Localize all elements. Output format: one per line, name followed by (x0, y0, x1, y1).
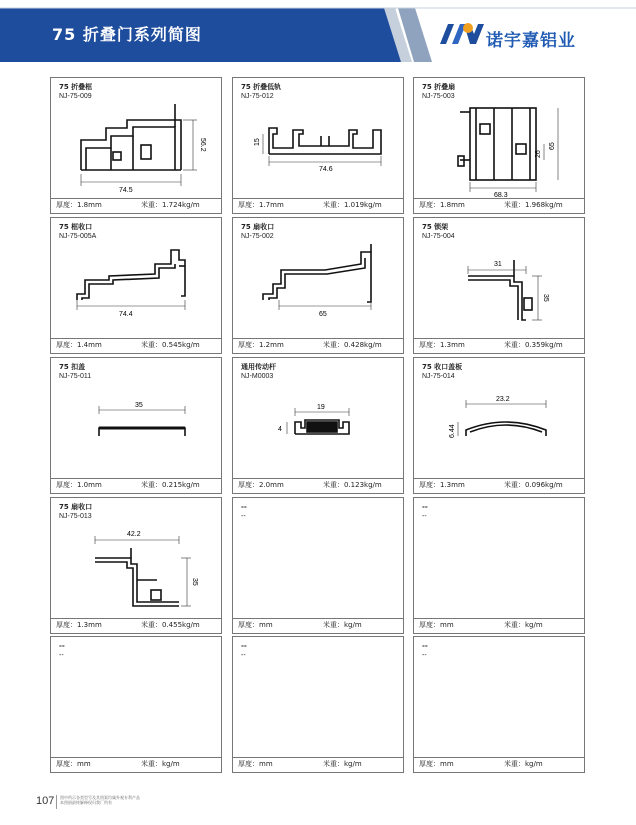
profile-specs (414, 757, 584, 772)
weight-field (323, 619, 362, 632)
thickness-field (56, 339, 102, 352)
weight-field (504, 758, 543, 771)
profile-title: -- (59, 642, 65, 650)
weight-label: 米重： (323, 481, 344, 489)
thickness-label: 厚度： (56, 760, 77, 768)
thickness-label: 厚度： (56, 341, 77, 349)
profile-drawing (414, 100, 586, 201)
profile-code: -- (422, 652, 427, 659)
weight-value: kg/m (525, 621, 543, 629)
weight-field (504, 619, 543, 632)
profile-card (413, 217, 585, 354)
dimension-label: 42.2 (127, 531, 141, 538)
weight-label: 米重： (323, 341, 344, 349)
profile-card-empty (413, 636, 585, 773)
thickness-field (56, 758, 91, 771)
thickness-value: 1.8mm (440, 201, 465, 209)
weight-value: kg/m (162, 760, 180, 768)
thickness-label: 厚度： (238, 201, 259, 209)
weight-value: 1.019kg/m (344, 201, 382, 209)
footer-divider (56, 795, 57, 809)
profile-title: 75 收口盖板 (422, 363, 463, 371)
weight-field (141, 619, 200, 632)
dimension-label: 68.3 (494, 192, 508, 199)
profile-title: 通用传动杆 (241, 363, 276, 371)
weight-label: 米重： (504, 201, 525, 209)
thickness-value: 1.2mm (259, 341, 284, 349)
thickness-label: 厚度： (419, 760, 440, 768)
page-number: 107 (36, 795, 55, 807)
footer-note-line: 图中所示各类型号及其图案均属外观专利产品 (60, 795, 140, 800)
profile-drawing (414, 380, 586, 481)
profile-title: 75 折叠扇 (422, 83, 456, 91)
page-header (0, 0, 636, 62)
weight-label: 米重： (141, 481, 162, 489)
weight-field (323, 199, 382, 212)
weight-label: 米重： (141, 760, 162, 768)
profile-code: -- (241, 513, 246, 520)
thickness-value: 1.3mm (77, 621, 102, 629)
profile-code: NJ-75-002 (241, 233, 274, 240)
profile-title: 75 折叠低轨 (241, 83, 282, 91)
profile-card (50, 357, 222, 494)
profile-drawing (414, 240, 586, 341)
profile-specs (51, 338, 221, 353)
profile-specs (51, 618, 221, 633)
weight-field (323, 479, 382, 492)
weight-field (141, 199, 200, 212)
weight-value: 0.545kg/m (162, 341, 200, 349)
profile-code: NJ-75-014 (422, 373, 455, 380)
weight-label: 米重： (504, 481, 525, 489)
thickness-field (238, 339, 284, 352)
thickness-field (238, 479, 284, 492)
weight-value: 0.096kg/m (525, 481, 563, 489)
profile-drawing (51, 380, 223, 481)
profile-specs (233, 618, 403, 633)
profile-specs (51, 757, 221, 772)
thickness-value: mm (440, 621, 454, 629)
thickness-field (419, 339, 465, 352)
thickness-field (419, 619, 454, 632)
profile-title: -- (422, 642, 428, 650)
dimension-label: 6.44 (449, 424, 456, 438)
thickness-field (56, 619, 102, 632)
dimension-label: 31 (494, 261, 502, 268)
weight-value: 0.455kg/m (162, 621, 200, 629)
profile-code: -- (422, 513, 427, 520)
profile-drawing (51, 520, 223, 621)
weight-field (141, 758, 180, 771)
profile-specs (51, 478, 221, 493)
thickness-label: 厚度： (56, 621, 77, 629)
profile-card (50, 217, 222, 354)
profile-card (232, 357, 404, 494)
weight-value: 0.123kg/m (344, 481, 382, 489)
thickness-value: 1.8mm (77, 201, 102, 209)
profile-card (413, 77, 585, 214)
dimension-label: 74.6 (319, 166, 333, 173)
thickness-label: 厚度： (56, 481, 77, 489)
profile-drawing (233, 240, 405, 341)
dimension-label: 74.5 (119, 187, 133, 194)
weight-value: kg/m (525, 760, 543, 768)
dimension-label: 74.4 (119, 311, 133, 318)
thickness-value: 1.4mm (77, 341, 102, 349)
thickness-value: mm (259, 621, 273, 629)
brand-name: 诺宇嘉铝业 (486, 31, 576, 51)
thickness-label: 厚度： (238, 760, 259, 768)
footer-note-line: 本图册最终解释权归我厂所有 (60, 800, 112, 805)
dimension-label: 35 (191, 578, 198, 586)
thickness-label: 厚度： (238, 341, 259, 349)
dimension-label: 23.2 (496, 396, 510, 403)
dimension-label: 19 (317, 404, 325, 411)
thickness-field (56, 199, 102, 212)
weight-value: 1.724kg/m (162, 201, 200, 209)
dimension-label: 65 (319, 311, 327, 318)
profile-drawing (51, 240, 223, 341)
thickness-value: mm (440, 760, 454, 768)
profile-code: NJ-75-003 (422, 93, 455, 100)
profile-title: 75 扇收口 (241, 223, 275, 231)
profile-specs (233, 478, 403, 493)
profile-specs (414, 618, 584, 633)
thickness-label: 厚度： (238, 621, 259, 629)
thickness-label: 厚度： (419, 341, 440, 349)
weight-field (504, 199, 563, 212)
thickness-label: 厚度： (419, 201, 440, 209)
thickness-field (419, 199, 465, 212)
thickness-value: 1.0mm (77, 481, 102, 489)
profile-code: NJ-75-005A (59, 233, 97, 240)
profile-title: 75 扇收口 (59, 503, 93, 511)
profile-specs (233, 198, 403, 213)
profile-card (50, 497, 222, 634)
weight-label: 米重： (141, 341, 162, 349)
weight-label: 米重： (141, 201, 162, 209)
profile-code: NJ-M0003 (241, 373, 274, 380)
dimension-label: 4 (278, 426, 282, 433)
weight-value: 0.428kg/m (344, 341, 382, 349)
dimension-label: 15 (254, 138, 261, 146)
profile-card-empty (232, 636, 404, 773)
weight-field (141, 479, 200, 492)
profile-code: -- (59, 652, 64, 659)
thickness-label: 厚度： (419, 621, 440, 629)
profile-title: 75 框收口 (59, 223, 93, 231)
weight-label: 米重： (323, 201, 344, 209)
dimension-label: 35 (542, 294, 549, 302)
profile-code: -- (241, 652, 246, 659)
profile-specs (51, 198, 221, 213)
profile-specs (414, 478, 584, 493)
profile-drawing (233, 100, 405, 201)
profile-drawing (51, 100, 223, 201)
thickness-value: 1.3mm (440, 481, 465, 489)
profile-code: NJ-75-009 (59, 93, 92, 100)
thickness-field (419, 758, 454, 771)
thickness-value: mm (259, 760, 273, 768)
weight-field (504, 339, 563, 352)
profile-card (413, 357, 585, 494)
weight-field (504, 479, 563, 492)
profile-card-empty (232, 497, 404, 634)
weight-field (323, 339, 382, 352)
weight-label: 米重： (323, 621, 344, 629)
profile-specs (233, 757, 403, 772)
thickness-field (238, 199, 284, 212)
profile-code: NJ-75-011 (59, 373, 92, 380)
weight-value: 1.968kg/m (525, 201, 563, 209)
thickness-field (238, 758, 273, 771)
weight-value: kg/m (344, 621, 362, 629)
profile-title: -- (241, 503, 247, 511)
profile-title: 75 扣盖 (59, 363, 86, 371)
weight-label: 米重： (504, 341, 525, 349)
profile-code: NJ-75-012 (241, 93, 274, 100)
dimension-label: 26 (535, 150, 542, 158)
profile-card (232, 217, 404, 354)
thickness-value: mm (77, 760, 91, 768)
page-title: 75 折叠门系列简图 (52, 25, 202, 44)
dimension-label: 56.2 (199, 138, 206, 152)
footer-note (60, 795, 180, 805)
profile-card-empty (413, 497, 585, 634)
weight-field (323, 758, 362, 771)
weight-value: kg/m (344, 760, 362, 768)
profile-title: 75 折叠框 (59, 83, 93, 91)
profile-specs (414, 198, 584, 213)
thickness-label: 厚度： (238, 481, 259, 489)
profile-drawing (233, 380, 405, 481)
thickness-field (419, 479, 465, 492)
weight-label: 米重： (323, 760, 344, 768)
profile-title: -- (422, 503, 428, 511)
profile-code: NJ-75-004 (422, 233, 455, 240)
weight-value: 0.215kg/m (162, 481, 200, 489)
profile-code: NJ-75-013 (59, 513, 92, 520)
profile-card (232, 77, 404, 214)
weight-label: 米重： (141, 621, 162, 629)
thickness-label: 厚度： (56, 201, 77, 209)
profile-specs (414, 338, 584, 353)
weight-field (141, 339, 200, 352)
thickness-value: 1.7mm (259, 201, 284, 209)
profile-card-empty (50, 636, 222, 773)
weight-label: 米重： (504, 621, 525, 629)
profile-title: -- (241, 642, 247, 650)
brand-logo (440, 23, 484, 44)
dimension-label: 65 (549, 142, 556, 150)
weight-value: 0.359kg/m (525, 341, 563, 349)
thickness-field (238, 619, 273, 632)
dimension-label: 35 (135, 402, 143, 409)
weight-label: 米重： (504, 760, 525, 768)
profile-card (50, 77, 222, 214)
profile-specs (233, 338, 403, 353)
profile-title: 75 锁架 (422, 223, 449, 231)
thickness-value: 1.3mm (440, 341, 465, 349)
thickness-label: 厚度： (419, 481, 440, 489)
thickness-field (56, 479, 102, 492)
thickness-value: 2.0mm (259, 481, 284, 489)
